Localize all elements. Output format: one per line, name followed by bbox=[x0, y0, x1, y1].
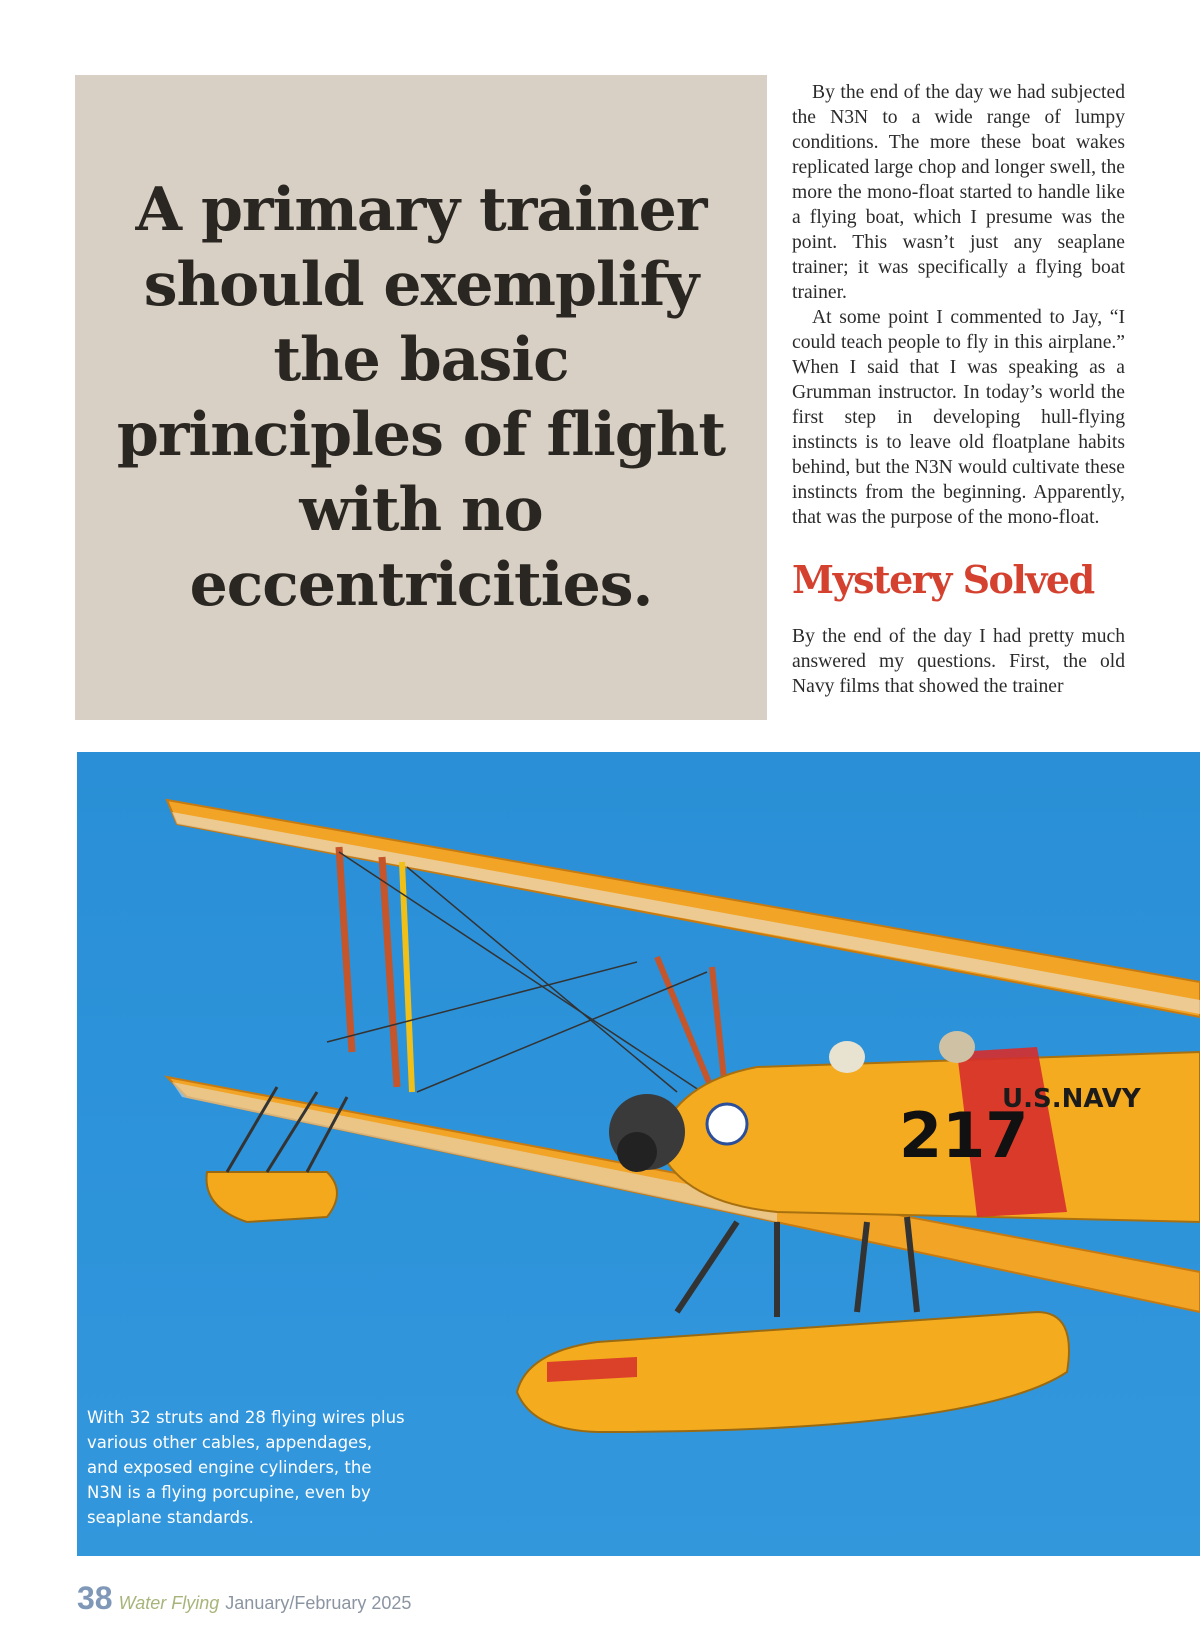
article-column bbox=[792, 80, 1125, 699]
page-footer bbox=[77, 1580, 411, 1620]
article-paragraph: By the end of the day we had subjected the N3N to a wide range of lumpy conditions. The more these boat wakes replicated large chop and longer swell, the more the mono-float started to handle like a flying boat, which I presume was the point. This wasn’t just any seaplane trainer; it was specifically a flying boat trainer. bbox=[792, 82, 1125, 303]
fuselage-number: 217 bbox=[899, 1099, 1029, 1172]
photo-caption: With 32 struts and 28 flying wires plus various other cables, appendages, and exposed engine cylinders, the N3N is a flying porcupine, even by seaplane standards. bbox=[87, 1408, 405, 1527]
biplane-photo bbox=[77, 752, 1200, 1556]
magazine-name: Water Flying bbox=[118, 1593, 220, 1613]
pullquote-box bbox=[75, 75, 767, 720]
issue-date: January/February 2025 bbox=[225, 1593, 412, 1613]
fuselage-marking: U.S.NAVY bbox=[1002, 1084, 1141, 1114]
section-heading: Mystery Solved bbox=[792, 557, 1094, 602]
pullquote-text: A primary trainer should exemplify the basic principles of flight with no eccentricities. bbox=[116, 174, 726, 620]
page-number: 38 bbox=[77, 1580, 113, 1616]
article-paragraph: By the end of the day I had pretty much answered my questions. First, the old Navy films that showed the trainer bbox=[792, 626, 1125, 697]
article-paragraph: At some point I commented to Jay, “I could teach people to fly in this airplane.” When I said that I was speaking as a Grumman instructor. In today’s world the first step in developing hull-flying instincts is to leave old floatplane habits behind, but the N3N would cultivate these instincts from the beginning. Apparently, that was the purpose of the mono-float. bbox=[792, 307, 1125, 528]
